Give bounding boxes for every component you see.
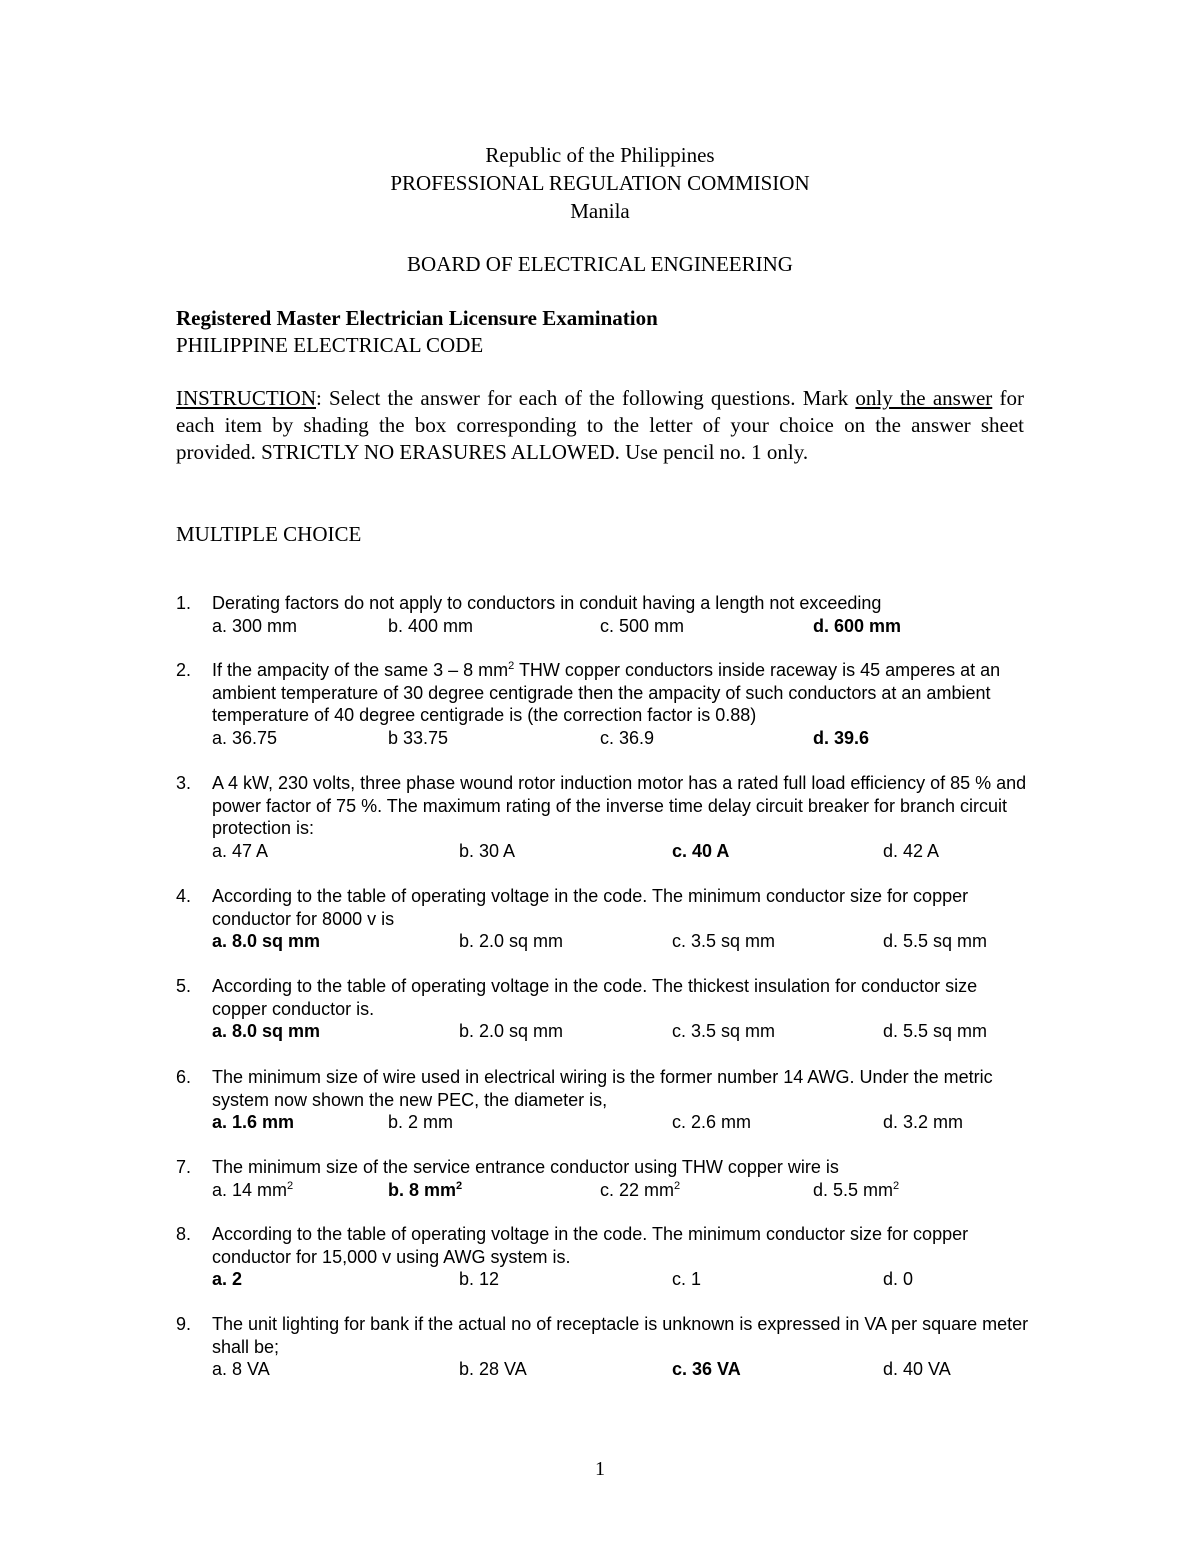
exam-subject: PHILIPPINE ELECTRICAL CODE (176, 333, 484, 357)
option-c-answer: c. 36 VA (672, 1359, 741, 1380)
instruction-text-1: : Select the answer for each of the following questions. Mark (316, 386, 856, 410)
options-row (212, 1358, 1032, 1381)
option-d: d. 3.2 mm (883, 1112, 964, 1133)
options-row (212, 1179, 1032, 1202)
option-a: a. 36.75 (212, 727, 278, 748)
instruction-label: INSTRUCTION (176, 386, 316, 410)
options-row (212, 727, 1032, 750)
option-b: b. 28 VA (459, 1359, 527, 1380)
option-b: b. 2 mm (388, 1112, 454, 1133)
question-number: 2. (176, 660, 192, 680)
superscript: 2 (508, 660, 515, 672)
option-d: d. 5.5 sq mm (883, 1021, 988, 1042)
question-text: The minimum size of the service entrance conductor using THW copper wire is (212, 1157, 839, 1177)
option-a-answer: a. 1.6 mm (212, 1112, 295, 1133)
option-c-answer: c. 40 A (672, 840, 730, 861)
option-d: d. 5.5 $mm^2$ (813, 1179, 900, 1200)
option-a-answer: a. 8.0 sq mm (212, 931, 321, 952)
option-a: a. 300 mm (212, 615, 298, 636)
question-text: The unit lighting for bank if the actual no of receptacle is unknown is expressed in VA per square meter shall be; (212, 1314, 1029, 1357)
option-c: c. 3.5 sq mm (672, 931, 776, 952)
option-a-answer: a. 2 (212, 1269, 243, 1290)
option-a-answer: a. 8.0 sq mm (212, 1021, 321, 1042)
option-a: a. 14 $mm^2$ (212, 1179, 294, 1200)
header-agency: PROFESSIONAL REGULATION COMMISION (390, 171, 810, 195)
question-text: According to the table of operating voltage in the code. The thickest insulation for conductor size copper conductor is. (212, 976, 978, 1019)
option-d: d. 42 A (883, 840, 940, 861)
section-title: MULTIPLE CHOICE (176, 522, 362, 546)
option-c: c. 3.5 sq mm (672, 1021, 776, 1042)
option-d-answer: d. 600 mm (813, 615, 902, 636)
option-c: c. 2.6 mm (672, 1112, 752, 1133)
option-a: a. 8 VA (212, 1359, 270, 1380)
instruction-underlined: only the answer (855, 386, 993, 410)
option-b: b. 2.0 sq mm (459, 931, 564, 952)
question-number: 8. (176, 1224, 192, 1244)
question-text: Derating factors do not apply to conductors in conduit having a length not exceeding (212, 593, 882, 613)
question-number: 6. (176, 1067, 192, 1087)
option-b: b. 2.0 sq mm (459, 1021, 564, 1042)
question-number: 3. (176, 773, 192, 793)
question-text: According to the table of operating voltage in the code. The minimum conductor size for copper conductor for 15,000 v using AWG system is. (212, 1224, 969, 1267)
question-number: 4. (176, 886, 192, 906)
question-text: The minimum size of wire used in electrical wiring is the former number 14 AWG. Under the metric system now shown the new PEC, the diameter is, (212, 1067, 993, 1110)
option-c: c. 1 (672, 1269, 702, 1290)
option-b: b 33.75 (388, 727, 449, 748)
question-text: If the ampacity of the same 3 – 8 $mm^2$ THW copper conductors inside raceway is 45 amperes at an ambient temperature of 30 degree centigrade then the ampacity of such conductors at an ambient temperature of 40 degree centigrade is (the correction factor is 0.88) (212, 660, 1001, 726)
option-d: d. 0 (883, 1269, 914, 1290)
header-board: BOARD OF ELECTRICAL ENGINEERING (407, 252, 793, 276)
instruction-paragraph (176, 385, 1024, 466)
question-number: 7. (176, 1157, 192, 1177)
options-row (212, 930, 1032, 953)
option-a: a. 47 A (212, 840, 269, 861)
options-row (212, 615, 1032, 638)
option-d: d. 5.5 sq mm (883, 931, 988, 952)
option-b: b. 12 (459, 1269, 500, 1290)
options-row (212, 1020, 1032, 1043)
option-d: d. 40 VA (883, 1359, 951, 1380)
option-b: b. 400 mm (388, 615, 474, 636)
exam-title: Registered Master Electrician Licensure Examination (176, 306, 658, 330)
option-c: c. 36.9 (600, 727, 655, 748)
question-text: According to the table of operating voltage in the code. The minimum conductor size for copper conductor for 8000 v is (212, 886, 969, 929)
option-c: c. 22 $mm^2$ (600, 1179, 681, 1200)
header-city: Manila (570, 199, 630, 223)
options-row (212, 840, 1032, 863)
option-d-answer: d. 39.6 (813, 727, 870, 748)
option-b: b. 30 A (459, 840, 516, 861)
header-country: Republic of the Philippines (485, 143, 715, 167)
option-b-answer: b. 8 $mm^2$ (388, 1179, 463, 1200)
instruction-text-2: for each item by shading the box corresponding to the letter of your choice on the answer sheet provided. STRICTLY NO ERASURES ALLOWED. Use pencil no. 1 only. (176, 386, 1024, 464)
option-c: c. 500 mm (600, 615, 685, 636)
question-number: 1. (176, 593, 192, 613)
options-row (212, 1268, 1032, 1291)
question-number: 9. (176, 1314, 192, 1334)
question-number: 5. (176, 976, 192, 996)
question-text: A 4 kW, 230 volts, three phase wound rotor induction motor has a rated full load efficiency of 85 % and power factor of 75 %. The maximum rating of the inverse time delay circuit breaker for branch circuit protection is: (212, 773, 1027, 839)
page-number: 1 (595, 1458, 605, 1480)
options-row (212, 1111, 1032, 1134)
